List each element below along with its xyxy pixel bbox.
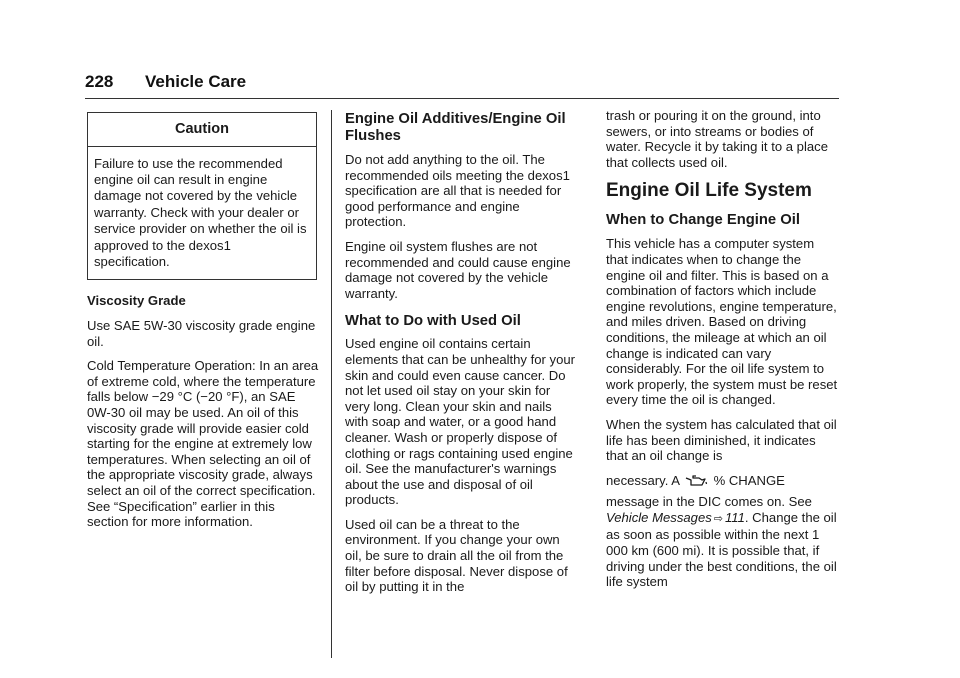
diminished-paragraph: When the system has calculated that oil life has been diminished, it indicates that an oil change is <box>606 416 837 464</box>
page-header <box>85 72 246 92</box>
dic-pre: message in the DIC comes on. See <box>606 494 812 510</box>
column-middle <box>345 108 577 604</box>
viscosity-heading: Viscosity Grade <box>87 293 186 309</box>
column-right <box>606 108 838 599</box>
continued-paragraph: trash or pouring it on the ground, into sewers, or into streams or bodies of water. Recycle it by taking it to a place that collects used oil. <box>606 108 828 170</box>
header-rule <box>85 98 839 99</box>
additives-paragraph: Do not add anything to the oil. The recommended oils meeting the dexos1 specification are all that is needed for good performance and engine protection. <box>345 152 570 230</box>
caution-title: Caution <box>88 113 316 147</box>
column-divider <box>331 110 332 658</box>
page-ref-number[interactable]: 111 <box>725 509 745 525</box>
when-to-change-heading: When to Change Engine Oil <box>606 212 800 229</box>
additives-heading: Engine Oil Additives/Engine Oil Flushes <box>345 111 566 144</box>
caution-box <box>87 112 317 280</box>
oil-life-paragraph: This vehicle has a computer system that indicates when to change the engine oil and filter. This is based on a combination of factors which include engine revolutions, engine temperature, and miles driven. Based on driving conditions, the mileage at which an oil change is indicated can vary considerably. For the oil life system to work properly, the system must be reset every time the oil is changed. <box>606 236 838 408</box>
used-oil-paragraph: Used engine oil contains certain elements that can be unhealthy for your skin and could even cause cancer. Do not let used oil stay on your skin for very long. Clean your skin and nails with soap and water, or a good hand cleaner. Wash or properly dispose of clothing or rags containing used engine oil. See the manufacturer's warnings about the use and disposal of oil products. <box>345 336 576 508</box>
caution-body: Failure to use the recommended engine oil can result in engine damage not covered by the vehicle warranty. Check with your dealer or service provider on whether the oil is approved to the dexos1 specification. <box>94 155 307 270</box>
change-message-pre: necessary. A <box>606 472 680 488</box>
dic-post: . Change the oil as soon as possible within the next 1 000 km (600 mi). It is possible that, if driving under the best conditions, the oil life system <box>606 509 837 590</box>
cold-temperature-paragraph: Cold Temperature Operation: In an area of extreme cold, where the temperature falls below −29 °C (−20 °F), an SAE 0W-30 oil may be used. An oil of this viscosity grade will provide easier cold starting for the engine at extremely low temperatures. When selecting an oil of the appropriate viscosity grade, always select an oil of the correct specification. See “Specification” earlier in this section for more information. <box>87 358 319 530</box>
change-message-line <box>606 473 838 491</box>
dic-message-paragraph <box>606 494 838 590</box>
flushes-paragraph: Engine oil system flushes are not recommended and could cause engine damage not covered by the vehicle warranty. <box>345 238 571 301</box>
oil-life-system-heading: Engine Oil Life System <box>606 180 812 202</box>
page-number: 228 <box>85 72 114 91</box>
page-ref-arrow-icon: ⇨ <box>713 512 723 525</box>
oil-can-icon <box>684 474 708 491</box>
vehicle-messages-link[interactable]: Vehicle Messages <box>606 509 712 525</box>
used-oil-heading: What to Do with Used Oil <box>345 313 521 330</box>
change-message-text: % CHANGE <box>713 472 785 488</box>
environment-paragraph: Used oil can be a threat to the environment. If you change your own oil, be sure to drain all the oil from the filter before disposal. Never dispose of oil by putting it in the <box>345 516 568 595</box>
column-left <box>87 108 319 539</box>
section-title: Vehicle Care <box>145 72 247 91</box>
viscosity-paragraph: Use SAE 5W-30 viscosity grade engine oil. <box>87 318 316 349</box>
